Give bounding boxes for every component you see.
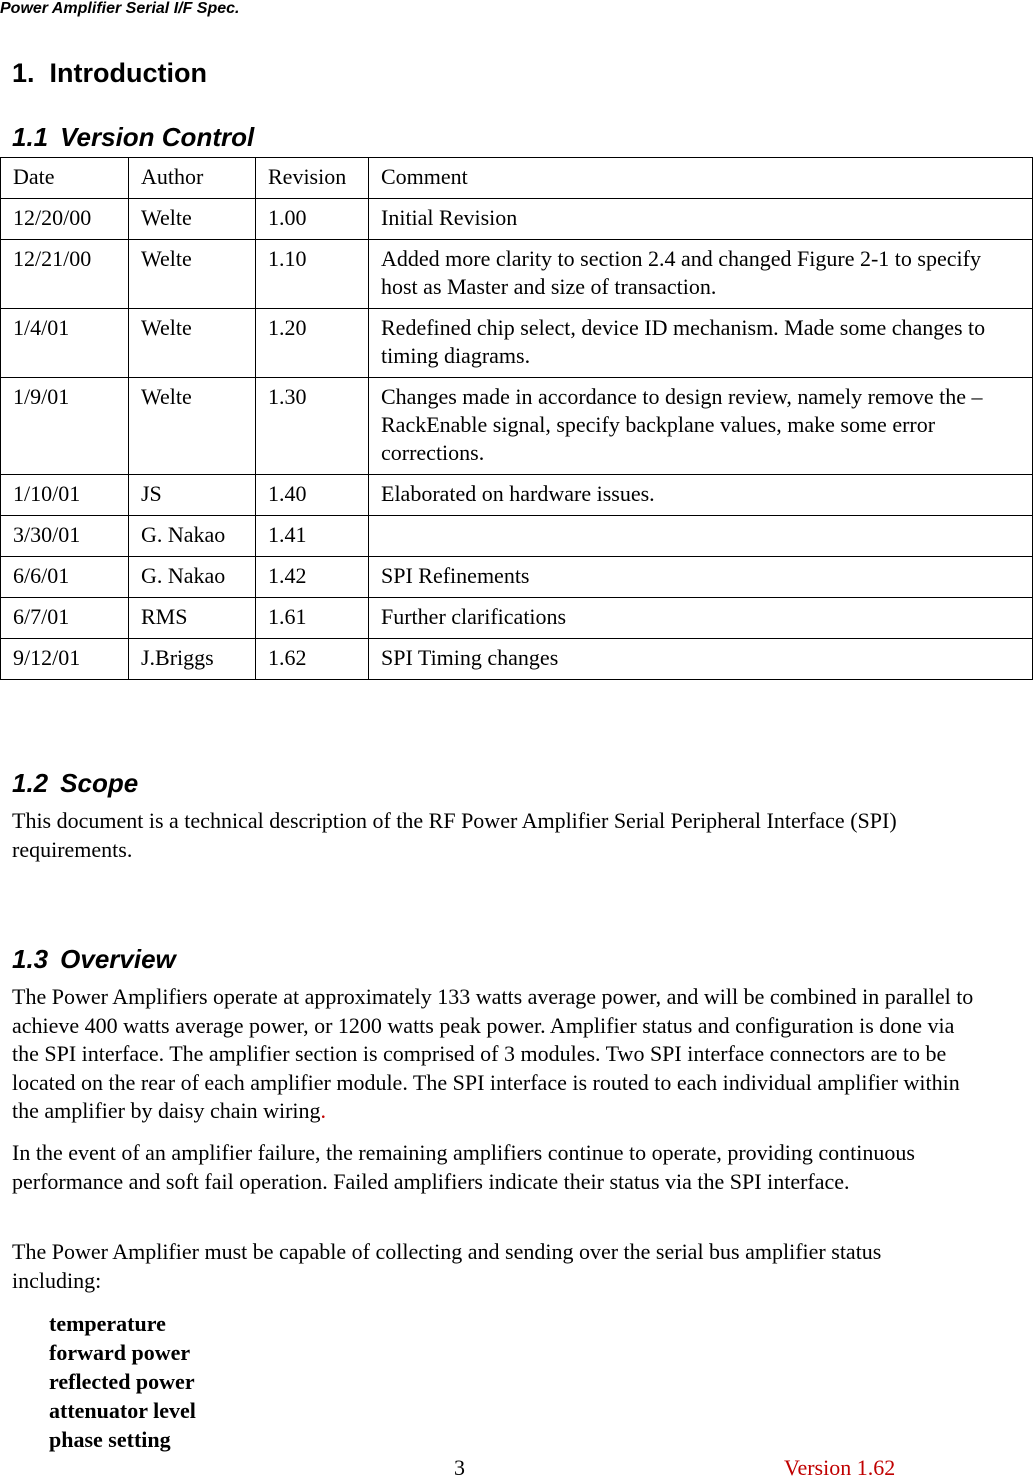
table-row: [1, 309, 1033, 378]
cell-comment: [369, 516, 1033, 557]
header-date: Date: [1, 158, 129, 199]
section-1-2-title: Scope: [60, 768, 139, 798]
version-control-table: [0, 157, 1033, 680]
table-row: [1, 475, 1033, 516]
section-1-heading: [12, 58, 207, 89]
header-revision: Revision: [256, 158, 369, 199]
section-1-title: Introduction: [49, 58, 208, 88]
section-1-3-title: Overview: [60, 944, 176, 974]
scope-paragraph: This document is a technical description of the RF Power Amplifier Serial Peripheral Interface (SPI) requirements.: [12, 808, 897, 862]
section-1-3-number: 1.3: [12, 944, 49, 974]
cell-date: 9/12/01: [1, 639, 129, 680]
cell-author: Welte: [129, 378, 256, 475]
table-row: [1, 598, 1033, 639]
cell-comment: Redefined chip select, device ID mechanism. Made some changes to timing diagrams.: [369, 309, 1033, 378]
table-row: [1, 557, 1033, 598]
cell-author: RMS: [129, 598, 256, 639]
cell-comment: SPI Refinements: [369, 557, 1033, 598]
cell-date: 6/7/01: [1, 598, 129, 639]
section-1-2-heading: [12, 768, 138, 799]
list-item: reflected power: [49, 1369, 195, 1394]
cell-revision: 1.10: [256, 240, 369, 309]
overview-paragraph-3: The Power Amplifier must be capable of collecting and sending over the serial bus amplifier status including:: [12, 1239, 882, 1293]
page-number: 3: [454, 1455, 465, 1480]
cell-comment: Further clarifications: [369, 598, 1033, 639]
cell-date: 1/10/01: [1, 475, 129, 516]
cell-revision: 1.20: [256, 309, 369, 378]
table-row: [1, 199, 1033, 240]
section-1-1-heading: [12, 122, 254, 153]
cell-revision: 1.30: [256, 378, 369, 475]
cell-author: JS: [129, 475, 256, 516]
cell-comment: Added more clarity to section 2.4 and changed Figure 2-1 to specify host as Master and size of transaction.: [369, 240, 1033, 309]
section-1-1-number: 1.1: [12, 122, 49, 152]
list-item: temperature: [49, 1311, 166, 1336]
section-1-3-heading: [12, 944, 176, 975]
cell-date: 1/9/01: [1, 378, 129, 475]
section-1-2-number: 1.2: [12, 768, 49, 798]
overview-paragraph-1: [12, 983, 977, 1126]
overview-paragraph-2: In the event of an amplifier failure, the remaining amplifiers continue to operate, providing continuous performance and soft fail operation. Failed amplifiers indicate their status via the SPI interface.: [12, 1140, 915, 1194]
cell-author: Welte: [129, 309, 256, 378]
cell-date: 6/6/01: [1, 557, 129, 598]
cell-revision: 1.40: [256, 475, 369, 516]
cell-date: 12/20/00: [1, 199, 129, 240]
cell-comment: Elaborated on hardware issues.: [369, 475, 1033, 516]
overview-paragraph-1-end: .: [320, 1098, 327, 1123]
cell-revision: 1.42: [256, 557, 369, 598]
header-author: Author: [129, 158, 256, 199]
section-1-number: 1.: [12, 58, 35, 88]
cell-revision: 1.41: [256, 516, 369, 557]
cell-revision: 1.61: [256, 598, 369, 639]
cell-revision: 1.00: [256, 199, 369, 240]
section-1-1-title: Version Control: [60, 122, 255, 152]
version-label: Version 1.62: [784, 1455, 896, 1480]
header-comment: Comment: [369, 158, 1033, 199]
overview-paragraph-1-text: The Power Amplifiers operate at approximately 133 watts average power, and will be combined in parallel to achieve 400 watts average power, or 1200 watts peak power. Amplifier status and configuration is done via the SPI interface. The amplifier section is comprised of 3 modules. Two SPI interface connectors are to be located on the rear of each amplifier module. The SPI interface is routed to each individual amplifier within the amplifier by daisy chain wiring: [12, 984, 974, 1123]
cell-date: 3/30/01: [1, 516, 129, 557]
cell-author: Welte: [129, 199, 256, 240]
table-row: [1, 639, 1033, 680]
status-list: [49, 1309, 196, 1454]
list-item: attenuator level: [49, 1398, 196, 1423]
table-row: [1, 240, 1033, 309]
cell-date: 1/4/01: [1, 309, 129, 378]
table-row: [1, 516, 1033, 557]
cell-comment: SPI Timing changes: [369, 639, 1033, 680]
cell-author: Welte: [129, 240, 256, 309]
cell-comment: Changes made in accordance to design review, namely remove the –RackEnable signal, specify backplane values, make some error corrections.: [369, 378, 1033, 475]
table-header-row: [1, 158, 1033, 199]
list-item: forward power: [49, 1340, 191, 1365]
cell-revision: 1.62: [256, 639, 369, 680]
table-row: [1, 378, 1033, 475]
cell-comment: Initial Revision: [369, 199, 1033, 240]
cell-author: G. Nakao: [129, 557, 256, 598]
running-head: Power Amplifier Serial I/F Spec.: [0, 0, 240, 17]
list-item: phase setting: [49, 1427, 171, 1452]
cell-author: J.Briggs: [129, 639, 256, 680]
cell-date: 12/21/00: [1, 240, 129, 309]
cell-author: G. Nakao: [129, 516, 256, 557]
